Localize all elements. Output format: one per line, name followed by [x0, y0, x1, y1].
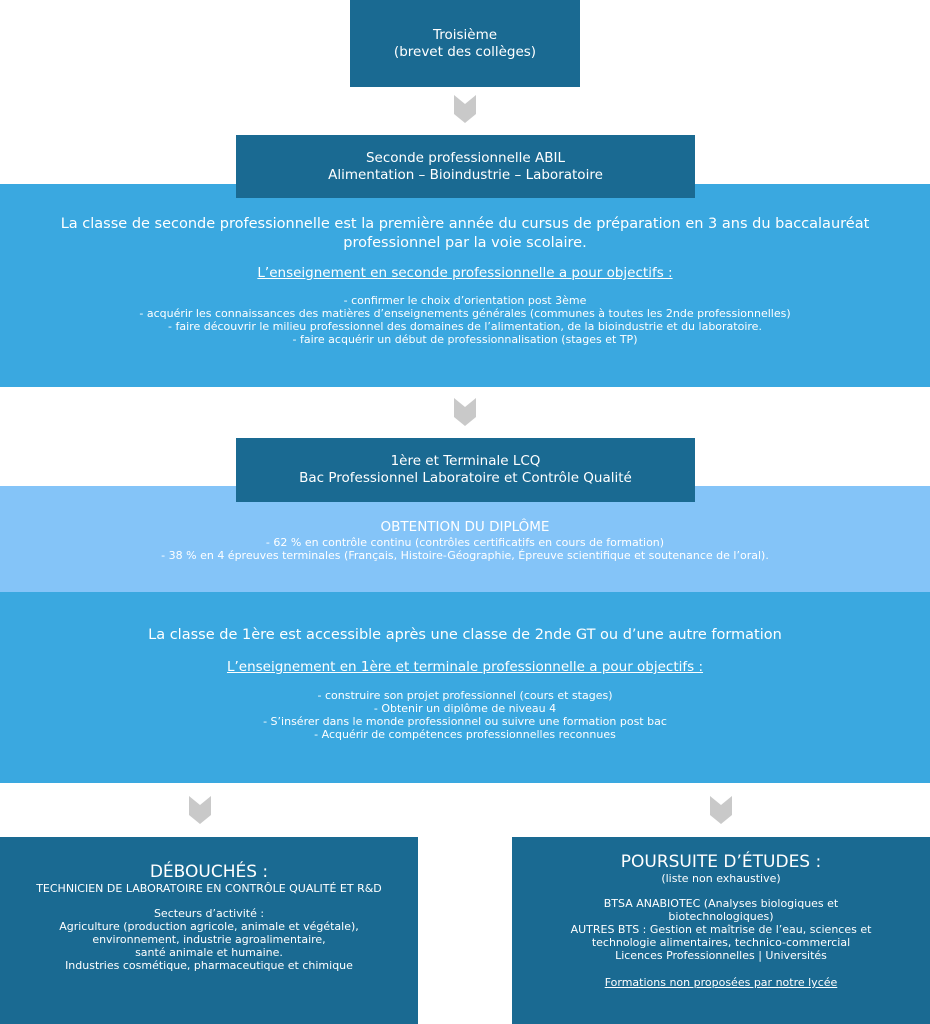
diploma-line2: - 38 % en 4 épreuves terminales (Français, Histoire-Géographie, Épreuve scientifique et soutenance de l’oral). — [161, 549, 769, 562]
premiere-objectives-title: L’enseignement en 1ère et terminale professionnelle a pour objectifs : — [226, 659, 704, 675]
chevron-down-icon — [454, 398, 476, 426]
poursuite-subtitle: (liste non exhaustive) — [661, 872, 781, 885]
list-item: biotechnologiques) — [668, 910, 774, 923]
box-troisieme — [350, 0, 580, 87]
chevron-down-icon — [189, 796, 211, 824]
chevron-down-icon — [710, 796, 732, 824]
seconde-content — [0, 215, 930, 346]
chevron-down-icon — [454, 95, 476, 123]
seconde-objectives-list — [0, 294, 930, 346]
list-item: - faire acquérir un début de professionnalisation (stages et TP) — [292, 333, 638, 346]
list-item: - acquérir les connaissances des matières d’enseignements générales (communes à toutes les 2nde professionnelles) — [139, 307, 791, 320]
debouches-title: DÉBOUCHÉS : — [149, 862, 269, 882]
poursuite-title: POURSUITE D’ÉTUDES : — [620, 852, 822, 872]
debouches-subtitle: TECHNICIEN DE LABORATOIRE EN CONTRÔLE QUALITÉ ET R&D — [36, 882, 382, 895]
poursuite-footnote: Formations non proposées par notre lycée — [604, 976, 838, 989]
seconde-objectives-title: L’enseignement en seconde professionnelle a pour objectifs : — [257, 265, 673, 281]
list-item: - faire découvrir le milieu professionnel des domaines de l’alimentation, de la bioindustrie et du laboratoire. — [168, 320, 762, 333]
premiere-intro: La classe de 1ère est accessible après une classe de 2nde GT ou d’une autre formation — [148, 627, 782, 643]
diploma-title: OBTENTION DU DIPLÔME — [380, 519, 550, 535]
list-item: - Acquérir de compétences professionnelles reconnues — [314, 728, 616, 741]
list-item: technologie alimentaires, technico-commercial — [591, 936, 851, 949]
list-item: - S’insérer dans le monde professionnel ou suivre une formation post bac — [263, 715, 667, 728]
seconde-intro-line1: La classe de seconde professionnelle est la première année du cursus de préparation en 3 ans du baccalauréat — [60, 216, 870, 232]
premiere-panel — [0, 592, 930, 783]
seconde-intro-line2: professionnel par la voie scolaire. — [343, 235, 587, 251]
list-item: - Obtenir un diplôme de niveau 4 — [373, 702, 557, 715]
box-seconde-header — [236, 135, 695, 198]
list-item: Licences Professionnelles | Universités — [615, 949, 827, 962]
premiere-title: 1ère et Terminale LCQ — [390, 453, 541, 469]
poursuite-box — [512, 837, 930, 1024]
list-item: AUTRES BTS : Gestion et maîtrise de l’eau, sciences et — [570, 923, 872, 936]
list-item: - confirmer le choix d’orientation post 3ème — [343, 294, 587, 307]
premiere-subtitle: Bac Professionnel Laboratoire et Contrôle Qualité — [299, 470, 632, 486]
troisieme-title: Troisième — [432, 26, 498, 43]
seconde-title: Seconde professionnelle ABIL — [365, 149, 565, 166]
list-item: - construire son projet professionnel (cours et stages) — [317, 689, 613, 702]
debouches-sectors-title: Secteurs d’activité : — [153, 907, 265, 920]
list-item: Industries cosmétique, pharmaceutique et chimique — [65, 959, 353, 972]
list-item: santé animale et humaine. — [135, 946, 283, 959]
debouches-box — [0, 837, 418, 1024]
seconde-subtitle: Alimentation – Bioindustrie – Laboratoire — [328, 166, 603, 183]
list-item: Agriculture (production agricole, animale et végétale), — [59, 920, 359, 933]
diploma-line1: - 62 % en contrôle continu (contrôles certificatifs en cours de formation) — [265, 536, 665, 549]
troisieme-subtitle: (brevet des collèges) — [393, 43, 537, 60]
premiere-objectives-list — [0, 689, 930, 741]
list-item: BTSA ANABIOTEC (Analyses biologiques et — [603, 897, 839, 910]
list-item: environnement, industrie agroalimentaire, — [92, 933, 326, 946]
box-premiere-header — [236, 438, 695, 502]
